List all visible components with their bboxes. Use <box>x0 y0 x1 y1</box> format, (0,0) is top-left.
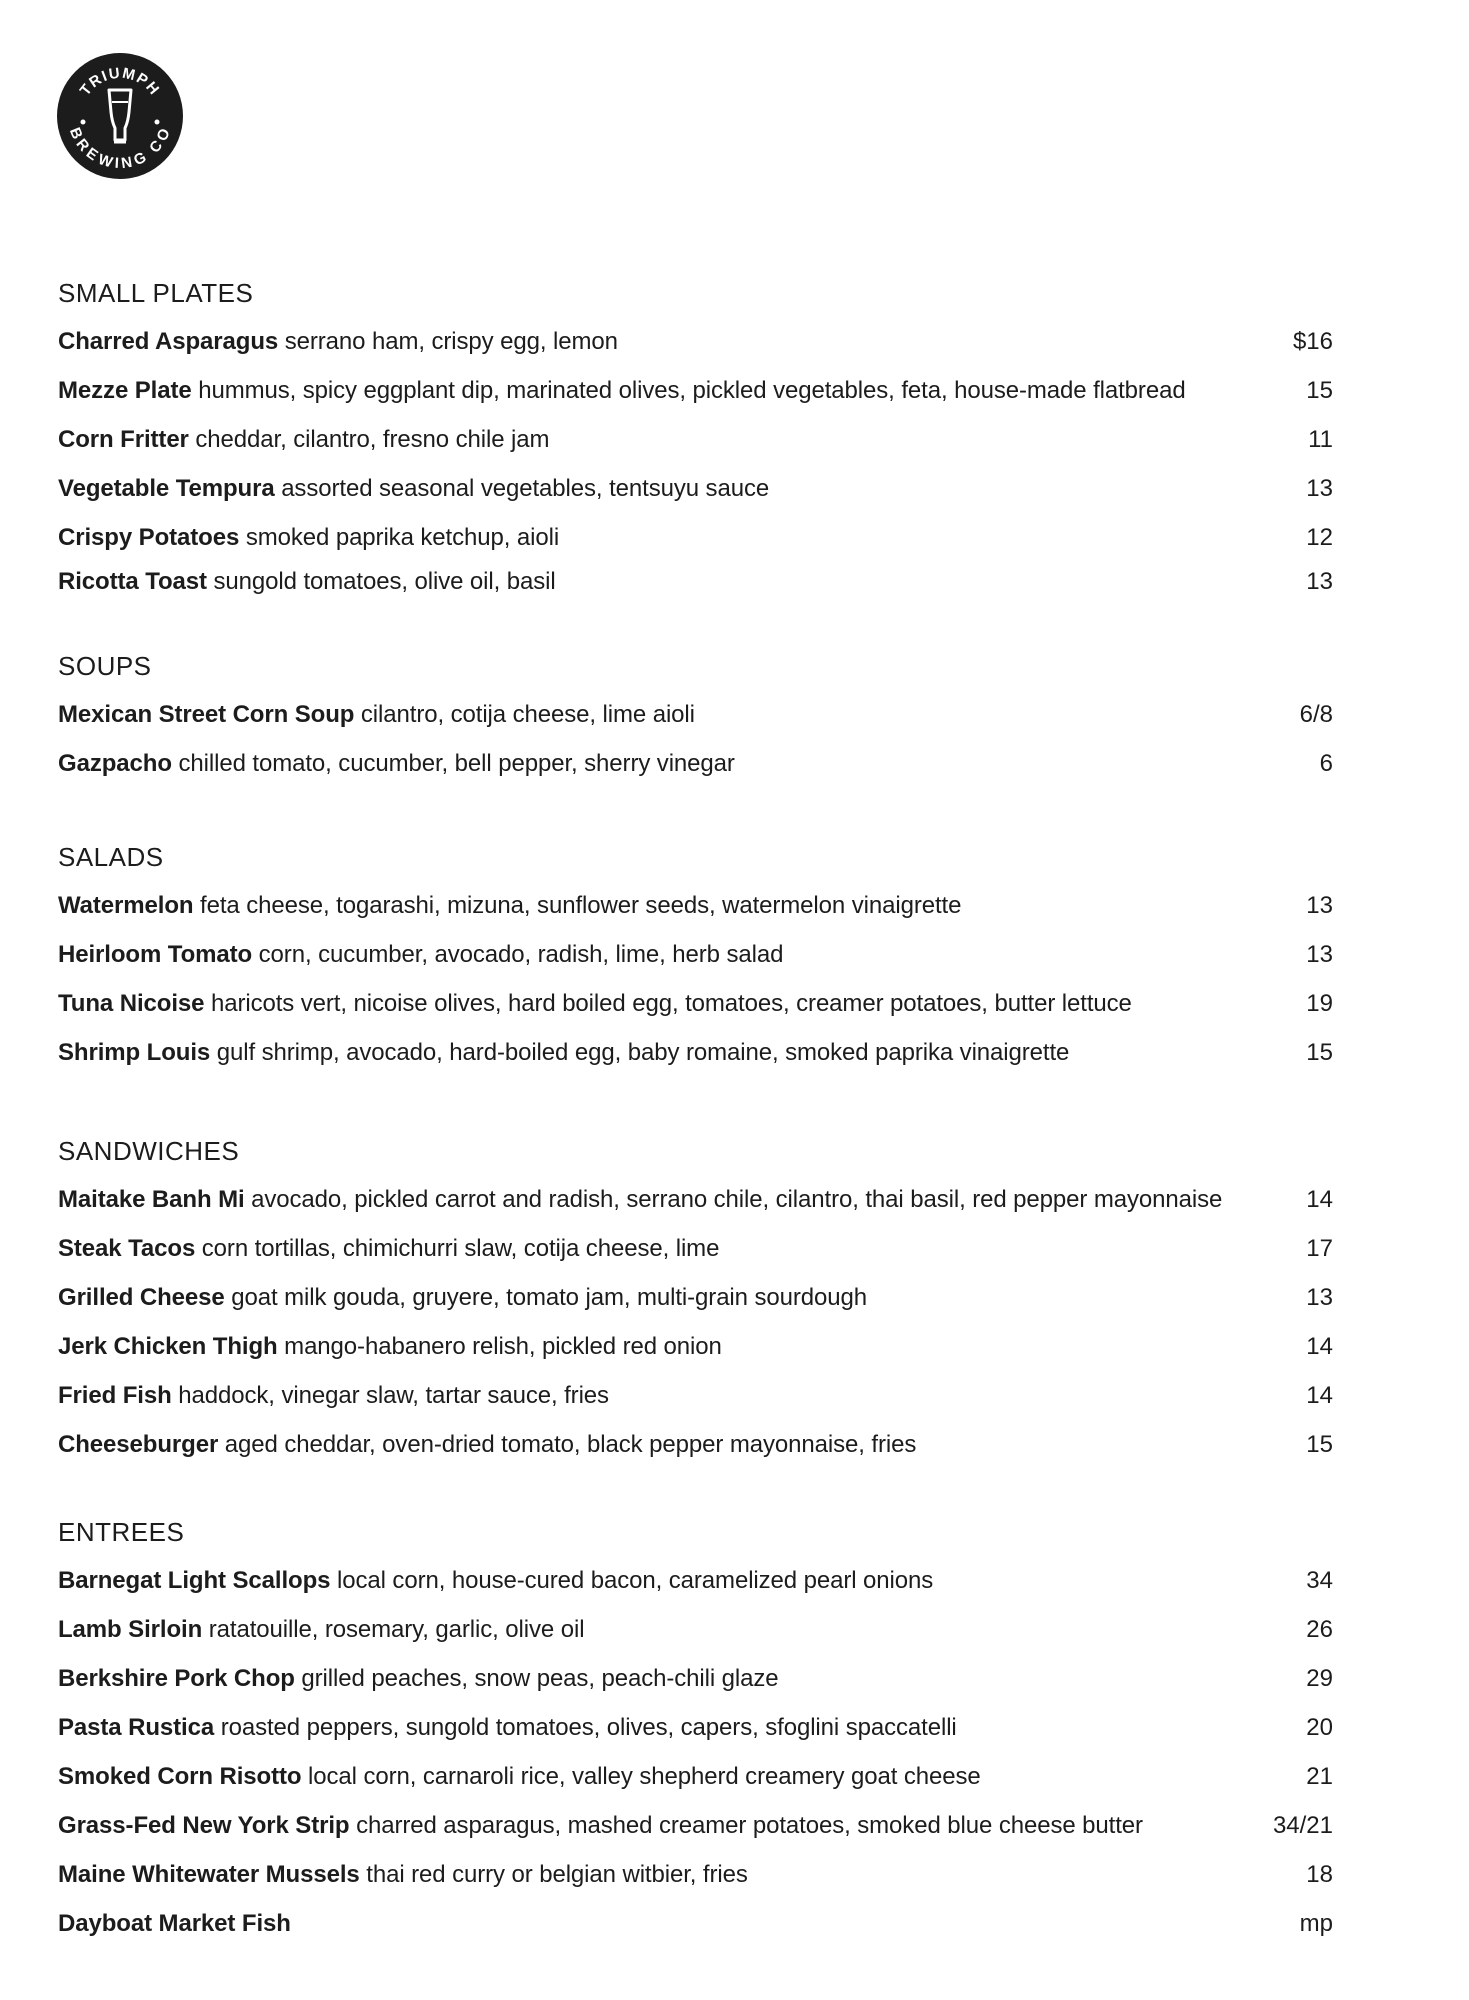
menu-item <box>58 327 1333 376</box>
section-entrees <box>58 1517 1333 1958</box>
menu-items <box>58 1185 1333 1479</box>
item-description: serrano ham, crispy egg, lemon <box>284 328 618 355</box>
item-description: feta cheese, togarashi, mizuna, sunflower seeds, watermelon vinaigrette <box>200 892 962 919</box>
menu-item <box>58 1615 1333 1664</box>
item-name: Mezze Plate <box>58 377 192 404</box>
item-price: 11 <box>1308 426 1333 453</box>
menu-item <box>58 1234 1333 1283</box>
logo-top-text: TRIUMPH <box>76 64 164 100</box>
item-description: local corn, house-cured bacon, caramelized pearl onions <box>337 1567 934 1594</box>
item-name: Berkshire Pork Chop <box>58 1665 295 1692</box>
menu-items <box>58 700 1333 798</box>
item-description: haricots vert, nicoise olives, hard boiled egg, tomatoes, creamer potatoes, butter lettuce <box>210 990 1132 1017</box>
item-price: 34 <box>1306 1567 1333 1594</box>
menu-item <box>58 700 1333 749</box>
section-title: SANDWICHES <box>58 1136 240 1166</box>
item-name: Dayboat Market Fish <box>58 1910 291 1937</box>
menu-item <box>58 567 1333 616</box>
item-price: 15 <box>1306 1039 1333 1066</box>
item-name: Pasta Rustica <box>58 1714 215 1741</box>
item-description: roasted peppers, sungold tomatoes, olives, capers, sfoglini spaccatelli <box>220 1714 957 1741</box>
item-description: avocado, pickled carrot and radish, serrano chile, cilantro, thai basil, red pepper mayonnaise <box>251 1186 1223 1213</box>
item-name: Shrimp Louis <box>58 1039 211 1066</box>
item-name: Crispy Potatoes <box>58 524 240 551</box>
item-description: assorted seasonal vegetables, tentsuyu sauce <box>281 475 770 502</box>
item-name: Ricotta Toast <box>58 568 207 595</box>
item-description: sungold tomatoes, olive oil, basil <box>213 568 556 595</box>
menu-item <box>58 1332 1333 1381</box>
item-price: 18 <box>1306 1861 1333 1888</box>
item-price: 6 <box>1319 750 1333 777</box>
item-name: Steak Tacos <box>58 1235 196 1262</box>
item-price: 17 <box>1306 1235 1333 1262</box>
item-price: 6/8 <box>1299 701 1333 728</box>
item-name: Fried Fish <box>58 1382 172 1409</box>
item-name: Tuna Nicoise <box>58 990 205 1017</box>
item-description: aged cheddar, oven-dried tomato, black pepper mayonnaise, fries <box>224 1431 917 1458</box>
item-price: 13 <box>1306 892 1333 919</box>
item-description: grilled peaches, snow peas, peach-chili glaze <box>301 1665 779 1692</box>
menu-item <box>58 1860 1333 1909</box>
menu-item <box>58 940 1333 989</box>
item-price: 13 <box>1306 475 1333 502</box>
item-price: 13 <box>1306 568 1333 595</box>
menu-item <box>58 1762 1333 1811</box>
menu-item <box>58 1185 1333 1234</box>
menu-item <box>58 1909 1333 1958</box>
menu-item <box>58 1381 1333 1430</box>
item-description: hummus, spicy eggplant dip, marinated olives, pickled vegetables, feta, house-made flatbread <box>198 377 1186 404</box>
section-title: SMALL PLATES <box>58 278 254 308</box>
brewery-logo <box>56 52 184 180</box>
section-title: SOUPS <box>58 651 152 681</box>
section-title: SALADS <box>58 842 164 872</box>
item-description: corn tortillas, chimichurri slaw, cotija cheese, lime <box>201 1235 720 1262</box>
menu-item <box>58 376 1333 425</box>
item-name: Corn Fritter <box>58 426 189 453</box>
item-description: chilled tomato, cucumber, bell pepper, sherry vinegar <box>178 750 735 777</box>
section-small-plates <box>58 278 1333 616</box>
item-description: local corn, carnaroli rice, valley shepherd creamery goat cheese <box>308 1763 981 1790</box>
section-soups <box>58 651 1333 798</box>
item-name: Smoked Corn Risotto <box>58 1763 302 1790</box>
menu-items <box>58 891 1333 1087</box>
item-description: cilantro, cotija cheese, lime aioli <box>360 701 695 728</box>
item-description: gulf shrimp, avocado, hard-boiled egg, baby romaine, smoked paprika vinaigrette <box>216 1039 1070 1066</box>
item-description: charred asparagus, mashed creamer potatoes, smoked blue cheese butter <box>356 1812 1143 1839</box>
item-price: 19 <box>1306 990 1333 1017</box>
item-description: smoked paprika ketchup, aioli <box>245 524 560 551</box>
menu-items <box>58 1566 1333 1958</box>
item-description: corn, cucumber, avocado, radish, lime, herb salad <box>258 941 784 968</box>
menu-item <box>58 1038 1333 1087</box>
beer-glass-icon <box>56 52 184 180</box>
item-price: 13 <box>1306 1284 1333 1311</box>
item-price: 26 <box>1306 1616 1333 1643</box>
item-price: 14 <box>1306 1186 1333 1213</box>
item-description: thai red curry or belgian witbier, fries <box>366 1861 748 1888</box>
item-description: mango-habanero relish, pickled red onion <box>284 1333 722 1360</box>
item-price: 20 <box>1306 1714 1333 1741</box>
item-description: cheddar, cilantro, fresno chile jam <box>195 426 550 453</box>
item-price: 14 <box>1306 1333 1333 1360</box>
item-price: 13 <box>1306 941 1333 968</box>
item-price: 12 <box>1306 524 1333 551</box>
item-description: goat milk gouda, gruyere, tomato jam, multi-grain sourdough <box>231 1284 868 1311</box>
menu-item <box>58 989 1333 1038</box>
item-name: Grass-Fed New York Strip <box>58 1812 350 1839</box>
item-name: Charred Asparagus <box>58 328 279 355</box>
item-price: 34/21 <box>1272 1812 1333 1839</box>
menu-item <box>58 425 1333 474</box>
item-price: $16 <box>1292 328 1333 355</box>
menu-item <box>58 1283 1333 1332</box>
item-name: Barnegat Light Scallops <box>58 1567 331 1594</box>
item-name: Maitake Banh Mi <box>58 1186 245 1213</box>
item-price: 15 <box>1306 377 1333 404</box>
section-title: ENTREES <box>58 1517 185 1547</box>
item-name: Gazpacho <box>58 750 172 777</box>
section-sandwiches <box>58 1136 1333 1479</box>
menu-item <box>58 1430 1333 1479</box>
item-name: Lamb Sirloin <box>58 1616 203 1643</box>
section-salads <box>58 842 1333 1087</box>
item-name: Mexican Street Corn Soup <box>58 701 355 728</box>
menu-item <box>58 523 1333 567</box>
menu-item <box>58 1566 1333 1615</box>
item-name: Grilled Cheese <box>58 1284 225 1311</box>
menu-item <box>58 891 1333 940</box>
item-name: Cheeseburger <box>58 1431 219 1458</box>
item-description: haddock, vinegar slaw, tartar sauce, fries <box>178 1382 609 1409</box>
item-name: Watermelon <box>58 892 194 919</box>
item-price: mp <box>1299 1910 1333 1937</box>
item-description: ratatouille, rosemary, garlic, olive oil <box>208 1616 585 1643</box>
item-price: 29 <box>1306 1665 1333 1692</box>
menu-item <box>58 1811 1333 1860</box>
menu-items <box>58 327 1333 616</box>
menu-item <box>58 1713 1333 1762</box>
item-price: 14 <box>1306 1382 1333 1409</box>
menu-item <box>58 1664 1333 1713</box>
item-name: Heirloom Tomato <box>58 941 253 968</box>
item-name: Maine Whitewater Mussels <box>58 1861 360 1888</box>
logo-bottom-text: BREWING CO <box>65 125 175 173</box>
menu-item <box>58 749 1333 798</box>
menu-item <box>58 474 1333 523</box>
item-name: Vegetable Tempura <box>58 475 275 502</box>
item-price: 15 <box>1306 1431 1333 1458</box>
item-name: Jerk Chicken Thigh <box>58 1333 278 1360</box>
item-price: 21 <box>1306 1763 1333 1790</box>
